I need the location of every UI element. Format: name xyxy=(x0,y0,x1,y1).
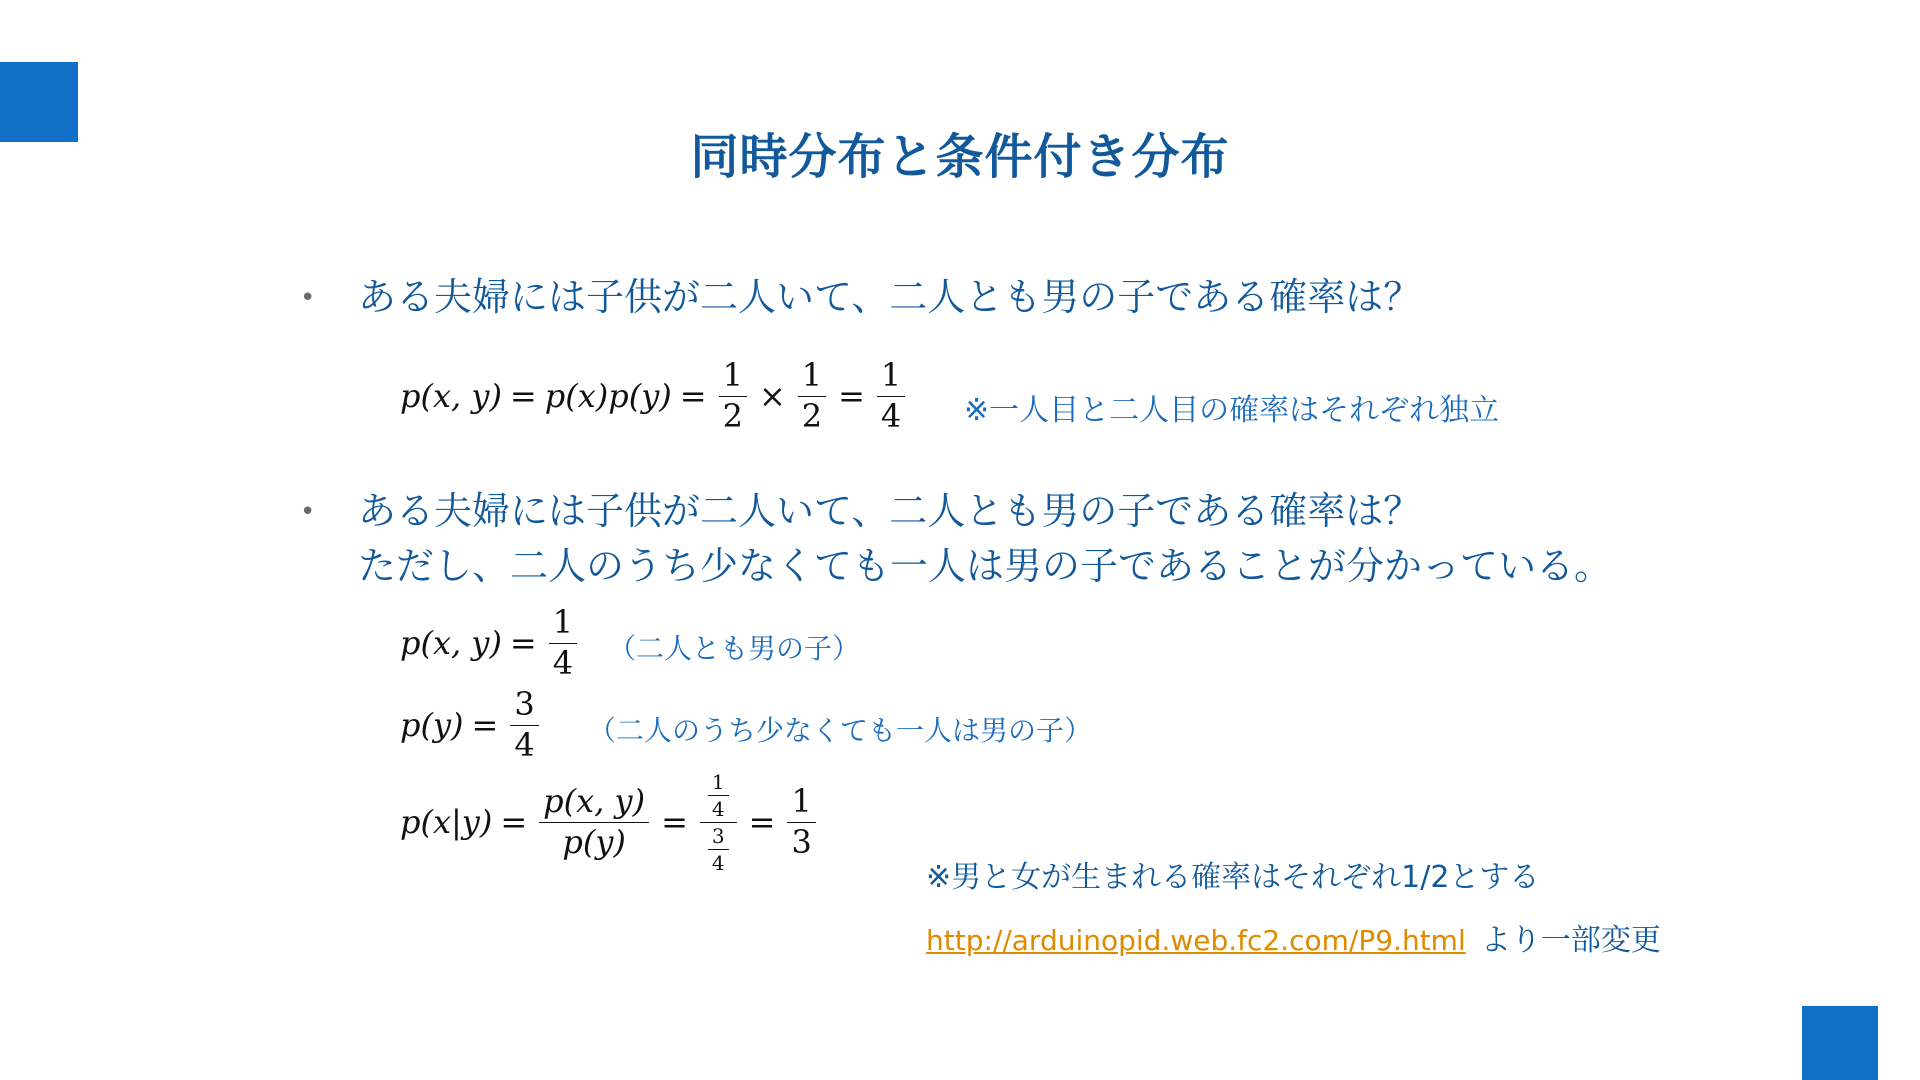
fraction xyxy=(798,358,826,433)
nested-numerator xyxy=(700,771,737,823)
corner-decoration-bottom-right xyxy=(1802,1006,1878,1080)
equals-sign: = xyxy=(838,377,865,415)
formula-lhs: p(x|y) xyxy=(400,803,493,841)
fraction-denominator: p(y) xyxy=(562,822,626,861)
independence-note: ※一人目と二人目の確率はそれぞれ独立 xyxy=(964,393,1500,428)
slide-title: 同時分布と条件付き分布 xyxy=(690,129,1230,185)
source-link[interactable]: http://arduinopid.web.fc2.com/P9.html xyxy=(926,924,1466,957)
fraction-numerator: p(x, y) xyxy=(539,784,649,822)
formula-joint xyxy=(400,602,581,684)
source-suffix: より一部変更 xyxy=(1480,923,1661,958)
fraction-numerator: 1 xyxy=(787,784,815,822)
formula-joint-independent xyxy=(400,354,909,438)
fraction-denominator: 2 xyxy=(801,396,823,435)
joint-note: （二人とも男の子） xyxy=(608,632,861,665)
marginal-note: （二人のうち少なくても一人は男の子） xyxy=(588,714,1093,747)
formula-lhs: p(x, y) xyxy=(400,624,502,662)
fraction-numerator: 1 xyxy=(549,605,577,643)
source-line xyxy=(926,915,1661,959)
formula-lhs: p(x, y) xyxy=(400,377,502,415)
question-1: ある夫婦には子供が二人いて、二人とも男の子である確率は？ xyxy=(358,275,1422,319)
equals-sign: = xyxy=(661,803,688,841)
fraction-numerator: 3 xyxy=(708,825,729,850)
question-2-line-1: ある夫婦には子供が二人いて、二人とも男の子である確率は？ xyxy=(358,489,1422,533)
fraction-denominator: 4 xyxy=(880,396,902,435)
formula-product: p(x)p(y) xyxy=(544,377,672,415)
fraction-denominator: 3 xyxy=(791,822,812,861)
equals-sign: = xyxy=(509,377,537,415)
fraction-denominator: 4 xyxy=(552,643,574,682)
nested-denominator xyxy=(700,823,737,874)
equals-sign: = xyxy=(509,624,537,662)
fraction xyxy=(787,784,815,859)
formula-conditional xyxy=(400,768,820,876)
equals-sign: = xyxy=(748,803,776,841)
bullet-marker-2: • xyxy=(300,497,316,527)
fraction-numerator: 1 xyxy=(719,358,747,396)
fraction xyxy=(539,784,649,859)
equals-sign: = xyxy=(471,706,499,744)
fraction-numerator: 3 xyxy=(510,687,538,725)
question-2-line-2: ただし、二人のうち少なくても一人は男の子であることが分かっている。 xyxy=(358,544,1613,588)
equals-sign: = xyxy=(679,377,707,415)
times-sign: × xyxy=(758,377,786,415)
fraction-denominator: 2 xyxy=(722,396,743,435)
fraction-denominator: 4 xyxy=(514,725,535,764)
bullet-marker-1: • xyxy=(300,283,316,313)
fraction-numerator: 1 xyxy=(708,771,729,796)
fraction xyxy=(877,358,905,433)
fraction xyxy=(549,605,577,680)
fraction-denominator: 4 xyxy=(711,796,725,821)
fraction xyxy=(510,687,538,762)
formula-marginal xyxy=(400,684,543,766)
fraction-numerator: 1 xyxy=(877,358,905,396)
fraction xyxy=(719,358,747,433)
fraction-numerator: 1 xyxy=(798,358,826,396)
fraction xyxy=(708,825,729,874)
fraction-denominator: 4 xyxy=(711,850,725,875)
equals-sign: = xyxy=(500,803,528,841)
fraction xyxy=(708,771,729,820)
formula-lhs: p(y) xyxy=(400,706,464,744)
probability-footnote: ※男と女が生まれる確率はそれぞれ1/2とする xyxy=(926,860,1540,895)
nested-fraction xyxy=(700,771,737,874)
